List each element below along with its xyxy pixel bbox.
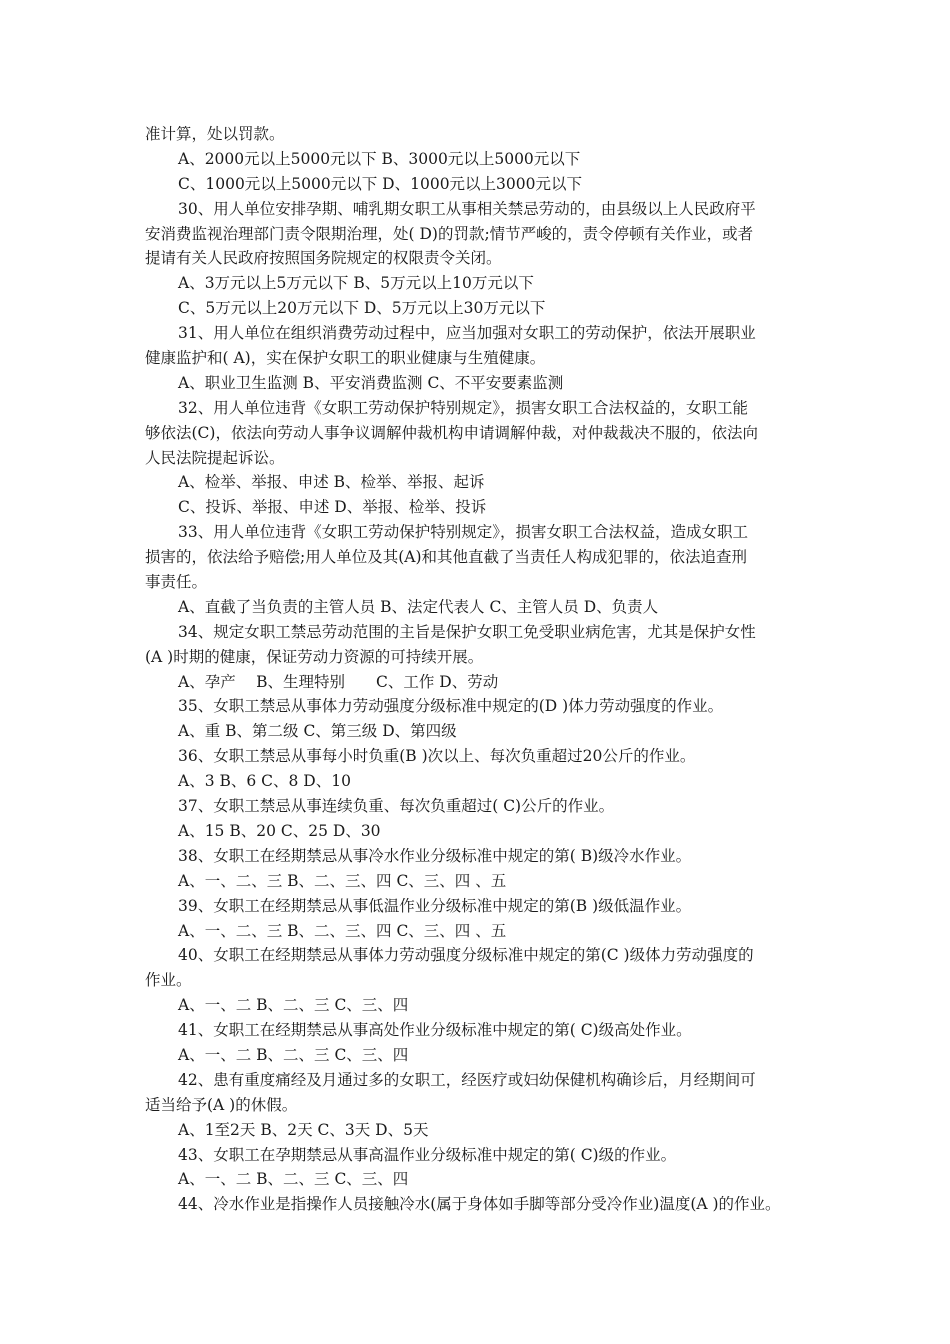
text-line: A、一、二、三 B、二、三、四 C、三、四 、五 [178, 921, 507, 940]
text-line: 39、女职工在经期禁忌从事低温作业分级标准中规定的第(B )级低温作业。 [178, 896, 692, 915]
text-line: 30、用人单位安排孕期、哺乳期女职工从事相关禁忌劳动的，由县级以上人民政府平 [178, 199, 756, 218]
text-line: 42、患有重度痛经及月通过多的女职工，经医疗或妇幼保健机构确诊后，月经期间可 [178, 1070, 756, 1089]
text-line: 健康监护和( A)，实在保护女职工的职业健康与生殖健康。 [145, 349, 546, 368]
text-line: 人民法院提起诉讼。 [145, 448, 285, 467]
text-line: A、一、二 B、二、三 C、三、四 [178, 1045, 409, 1064]
text-line: A、重 B、第二级 C、第三级 D、第四级 [178, 722, 457, 741]
text-line: (A )时期的健康，保证劳动力资源的可持续开展。 [145, 647, 484, 666]
text-line: A、一、二 B、二、三 C、三、四 [178, 996, 409, 1015]
text-line: A、15 B、20 C、25 D、30 [178, 821, 381, 840]
text-line: A、3 B、6 C、8 D、10 [178, 772, 351, 791]
text-line: 安消费监视治理部门责令限期治理，处( D)的罚款;情节严峻的，责令停顿有关作业，或者 [145, 224, 754, 243]
text-line: 43、女职工在孕期禁忌从事高温作业分级标准中规定的第( C)级的作业。 [178, 1145, 677, 1164]
text-line: 37、女职工禁忌从事连续负重、每次负重超过( C)公斤的作业。 [178, 797, 615, 816]
text-line: A、一、二、三 B、二、三、四 C、三、四 、五 [178, 871, 507, 890]
text-line: A、一、二 B、二、三 C、三、四 [178, 1170, 409, 1189]
text-line: 34、规定女职工禁忌劳动范围的主旨是保护女职工免受职业病危害，尤其是保护女性 [178, 622, 756, 641]
text-line: A、2000元以上5000元以下 B、3000元以上5000元以下 [178, 149, 581, 168]
text-line: 准计算，处以罚款。 [145, 125, 285, 143]
text-line: 32、用人单位违背《女职工劳动保护特别规定》，损害女职工合法权益的，女职工能 [178, 398, 748, 417]
text-line: 41、女职工在经期禁忌从事高处作业分级标准中规定的第( C)级高处作业。 [178, 1021, 692, 1040]
text-line: 事责任。 [145, 573, 208, 592]
text-line: C、投诉、举报、申述 D、举报、检举、投诉 [178, 498, 487, 517]
text-line: 35、女职工禁忌从事体力劳动强度分级标准中规定的(D )体力劳动强度的作业。 [178, 697, 724, 716]
text-line: C、1000元以上5000元以下 D、1000元以上3000元以下 [178, 174, 583, 193]
text-line: 33、用人单位违背《女职工劳动保护特别规定》，损害女职工合法权益，造成女职工 [178, 523, 748, 542]
text-line: A、1至2天 B、2天 C、3天 D、5天 [178, 1120, 429, 1139]
text-line: A、检举、举报、申述 B、检举、举报、起诉 [178, 473, 485, 492]
text-line: 作业。 [145, 971, 192, 990]
text-line: A、3万元以上5万元以下 B、5万元以上10万元以下 [178, 274, 534, 293]
text-line: 适当给予(A )的休假。 [145, 1095, 298, 1114]
text-line: 够依法(C)，依法向劳动人事争议调解仲裁机构申请调解仲裁，对仲裁裁决不服的，依法向 [145, 423, 758, 442]
text-line: 损害的，依法给予赔偿;用人单位及其(A)和其他直截了当责任人构成犯罪的，依法追查刑 [145, 548, 748, 567]
text-line: 31、用人单位在组织消费劳动过程中，应当加强对女职工的劳动保护，依法开展职业 [178, 324, 756, 343]
document-page [145, 122, 810, 1217]
text-line: 44、冷水作业是指操作人员接触冷水(属于身体如手脚等部分受冷作业)温度(A )的作业。 [178, 1195, 781, 1214]
text-line: A、职业卫生监测 B、平安消费监测 C、不平安要素监测 [178, 373, 564, 392]
text-line: 36、女职工禁忌从事每小时负重(B )次以上、每次负重超过20公斤的作业。 [178, 747, 696, 766]
text-line: 38、女职工在经期禁忌从事冷水作业分级标准中规定的第( B)级冷水作业。 [178, 846, 692, 865]
text-line: A、直截了当负责的主管人员 B、法定代表人 C、主管人员 D、负责人 [178, 597, 659, 616]
text-line: C、5万元以上20万元以下 D、5万元以上30万元以下 [178, 299, 546, 318]
text-line: A、孕产 B、生理特别 C、工作 D、劳动 [178, 672, 499, 691]
text-line: 40、女职工在经期禁忌从事体力劳动强度分级标准中规定的第(C )级体力劳动强度的 [178, 946, 754, 965]
text-line: 提请有关人民政府按照国务院规定的权限责令关闭。 [145, 249, 502, 268]
